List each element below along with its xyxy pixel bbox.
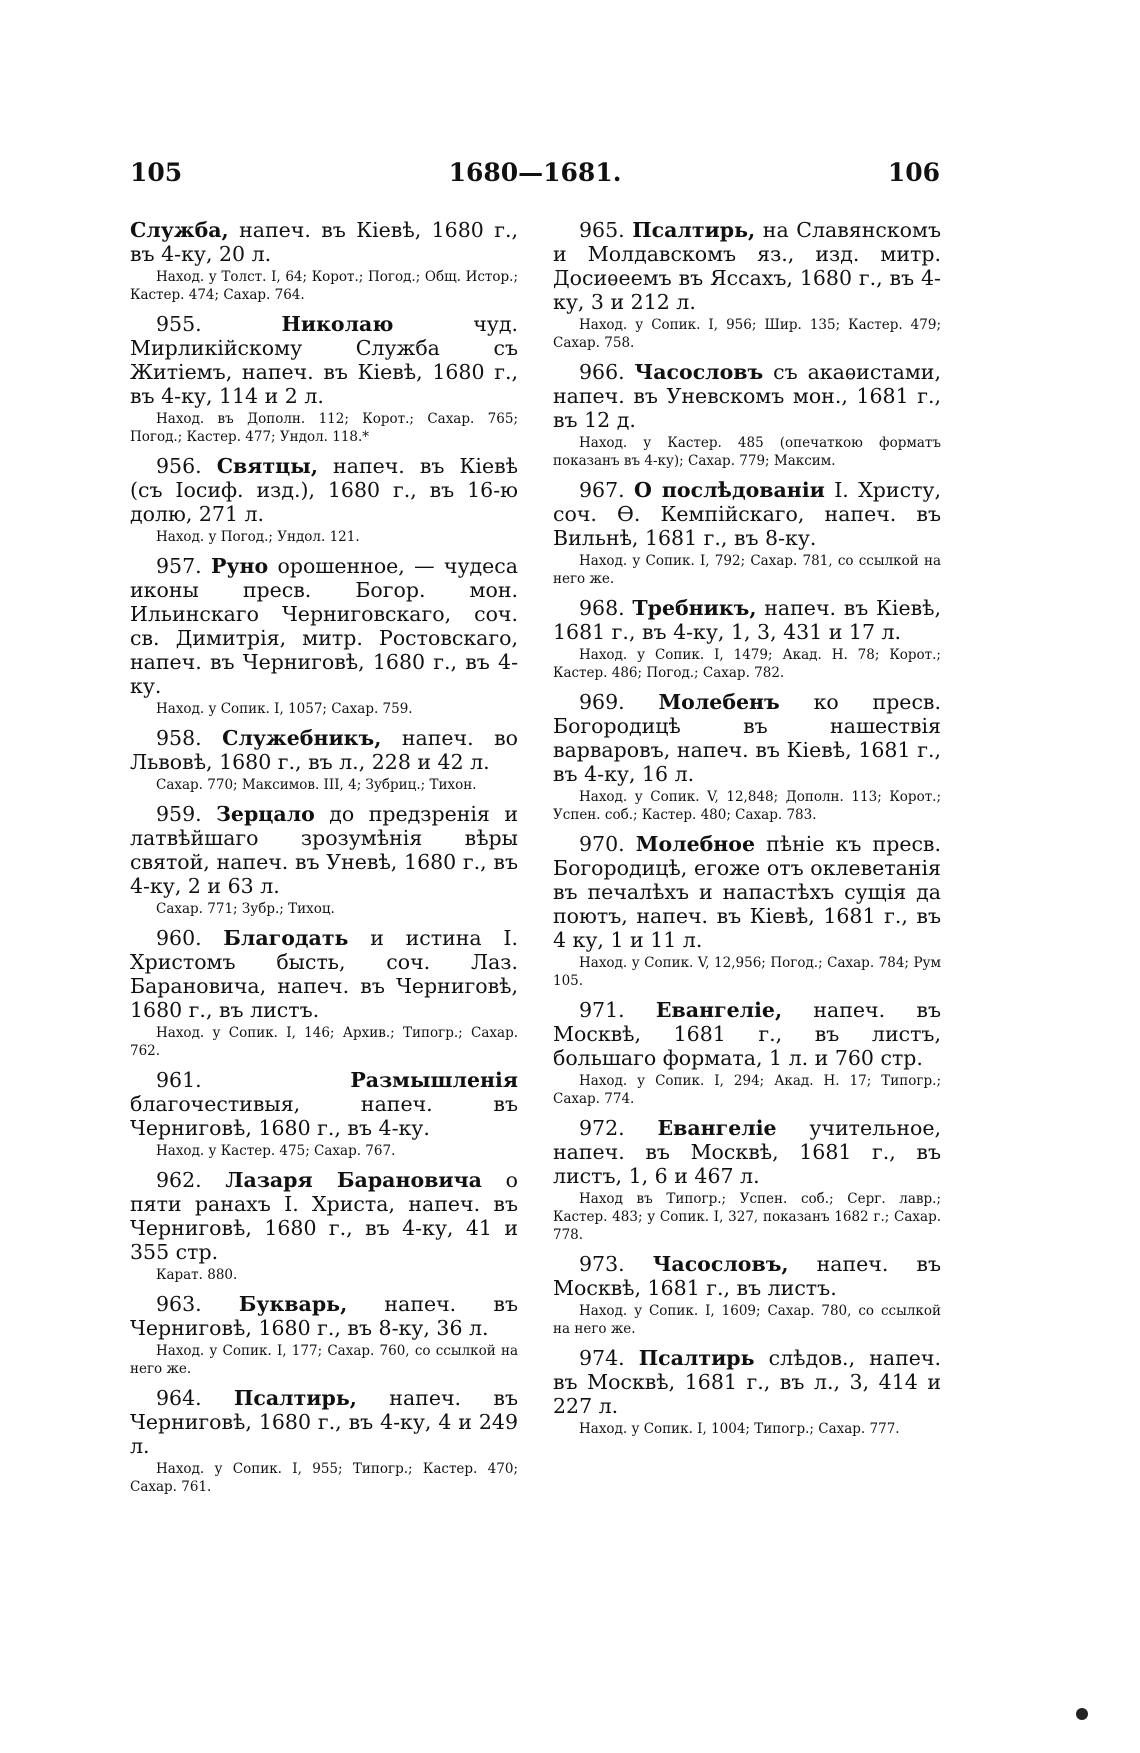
entry-reference: Наход. у Сопик. I, 1057; Сахар. 759.	[156, 701, 413, 717]
entry-description: о пяти ранахъ І. Христа, напеч. въ Черниговѣ, 1680 г., въ 4-ку, 41 и 355 стр.	[130, 1168, 518, 1264]
entry-title: Молебенъ	[658, 690, 780, 714]
entry-number: 966.	[579, 360, 635, 384]
entry-text	[553, 1116, 941, 1188]
entry-reference: Наход. у Сопик. I, 1004; Типогр.; Сахар. 777.	[579, 1421, 900, 1437]
entry-reference: Наход. у Сопик. V, 12,956; Погод.; Сахар. 784; Рум 105.	[553, 955, 941, 989]
entry-text	[130, 1386, 518, 1458]
entry-description: слѣдов., напеч. въ Москвѣ, 1681 г., въ л., 3, 414 и 227 л.	[553, 1346, 941, 1418]
entry-text	[130, 1068, 518, 1140]
catalog-entry	[130, 218, 518, 304]
running-title: 1680—1681.	[448, 158, 622, 187]
entry-description: благочестивыя, напеч. въ Черниговѣ, 1680 г., въ 4-ку.	[130, 1092, 518, 1140]
entry-reference: Карат. 880.	[156, 1267, 238, 1283]
entry-number: 962.	[156, 1168, 226, 1192]
entry-reference: Наход. у Сопик. I, 1609; Сахар. 780, со ссылкой на него же.	[553, 1303, 941, 1337]
entry-description: орошенное, — чудеса иконы пресв. Богор. мон. Ильинскаго Черниговскаго, соч. св. Димитрія, митр. Ростовскаго, напеч. въ Черниговѣ, 1680 г., въ 4-ку.	[130, 554, 519, 698]
catalog-entry	[553, 596, 941, 682]
entry-description: чуд. Мирликійскому Служба съ Житіемъ, напеч. въ Кіевѣ, 1680 г., въ 4-ку, 114 и 2 л.	[130, 312, 518, 408]
entry-reference: Сахар. 771; Зубр.; Тихоц.	[156, 901, 335, 917]
entry-number: 972.	[579, 1116, 658, 1140]
entry-title: Букварь,	[238, 1292, 348, 1316]
entry-text	[553, 832, 941, 952]
entry-title: Служебникъ,	[222, 726, 382, 750]
entry-reference: Наход. у Сопик. I, 177; Сахар. 760, со ссылкой на него же.	[130, 1343, 518, 1377]
entry-number: 960.	[156, 926, 224, 950]
entry-title: Зерцало	[216, 802, 315, 826]
entry-title: Молебное	[635, 832, 756, 856]
entry-title: Псалтирь,	[234, 1386, 357, 1410]
entry-description: напеч. въ Москвѣ, 1681 г., въ листъ.	[553, 1252, 941, 1300]
catalog-entry	[130, 802, 518, 918]
catalog-entry	[553, 832, 941, 990]
entry-text	[130, 312, 518, 408]
entry-description: учительное, напеч. въ Москвѣ, 1681 г., въ листъ, 1, 6 и 467 л.	[553, 1116, 941, 1188]
entry-title: Псалтирь	[638, 1346, 755, 1370]
entry-title: Руно	[210, 554, 269, 578]
entry-text	[553, 998, 941, 1070]
entry-number: 965.	[579, 218, 633, 242]
entry-description: напеч. въ Кіевѣ, 1681 г., въ 4-ку, 1, 3, 431 и 17 л.	[553, 596, 941, 644]
entry-title: Евангеліе,	[655, 998, 783, 1022]
entry-title: Служба,	[130, 218, 229, 242]
entry-description: напеч. въ Кіевѣ, 1680 г., въ 4-ку, 20 л.	[130, 218, 518, 266]
catalog-entry	[553, 478, 941, 588]
entry-number: 969.	[579, 690, 659, 714]
catalog-entry	[130, 726, 518, 794]
entry-number: 973.	[579, 1252, 653, 1276]
entry-reference: Наход. у Кастер. 485 (опечаткою форматъ показанъ въ 4-ку); Сахар. 779; Максим.	[553, 435, 941, 469]
entry-reference: Наход. у Сопик. I, 1479; Акад. Н. 78; Корот.; Кастер. 486; Погод.; Сахар. 782.	[553, 647, 941, 681]
entry-description: до предзренія и латвѣйшаго зрозумѣнія вѣры святой, напеч. въ Уневѣ, 1680 г., въ 4-ку, 2 и 63 л.	[130, 802, 518, 898]
entry-reference: Наход. въ Дополн. 112; Корот.; Сахар. 765; Погод.; Кастер. 477; Ундол. 118.*	[130, 411, 518, 445]
catalog-entry	[130, 454, 518, 546]
catalog-entry	[553, 690, 941, 824]
catalog-entry	[130, 1386, 518, 1496]
entry-text	[130, 726, 518, 774]
entry-reference: Наход. у Сопик. I, 956; Шир. 135; Кастер. 479; Сахар. 758.	[553, 317, 941, 351]
entry-reference: Наход. у Толст. I, 64; Корот.; Погод.; Общ. Истор.; Кастер. 474; Сахар. 764.	[130, 269, 518, 303]
entry-text	[553, 596, 941, 644]
catalog-entry	[130, 312, 518, 446]
left-column	[130, 218, 518, 1504]
page-number-right: 106	[887, 158, 940, 187]
entry-title: Благодать	[223, 926, 349, 950]
entry-number: 964.	[156, 1386, 235, 1410]
catalog-entry	[553, 1252, 941, 1338]
entry-description: ко пресв. Богородицѣ въ нашествія варваровъ, напеч. въ Кіевѣ, 1681 г., въ 4-ку, 16 л.	[553, 690, 941, 786]
entry-number: 970.	[579, 832, 636, 856]
entry-title: О послѣдованіи	[634, 478, 825, 502]
entry-number: 959.	[156, 802, 217, 826]
catalog-entry	[130, 926, 518, 1060]
catalog-entry	[553, 998, 941, 1108]
entry-text	[130, 1292, 518, 1340]
catalog-entry	[130, 1292, 518, 1378]
entry-number: 963.	[156, 1292, 239, 1316]
entry-number: 968.	[579, 596, 633, 620]
entry-description: напеч. въ Черниговѣ, 1680 г., въ 8-ку, 36 л.	[130, 1292, 518, 1340]
entry-text	[553, 478, 941, 550]
entry-title: Часословъ,	[652, 1252, 789, 1276]
page-number-left: 105	[130, 158, 183, 187]
catalog-entry	[130, 1168, 518, 1284]
entry-description: съ акаѳистами, напеч. въ Уневскомъ мон., 1681 г., въ 12 д.	[553, 360, 941, 432]
entry-text	[553, 1252, 941, 1300]
entry-reference: Наход. у Сопик. I, 294; Акад. Н. 17; Типогр.; Сахар. 774.	[553, 1073, 941, 1107]
entry-description: на Славянскомъ и Молдавскомъ яз., изд. митр. Досиѳеемъ въ Яссахъ, 1680 г., въ 4-ку, 3 и 212 л.	[553, 218, 941, 314]
entry-description: напеч. въ Кіевѣ (съ Іосиф. изд.), 1680 г., въ 16-ю долю, 271 л.	[130, 454, 519, 526]
entry-reference: Наход. у Погод.; Ундол. 121.	[156, 529, 360, 545]
entry-text	[130, 218, 518, 266]
entry-title: Лазаря Барановича	[225, 1168, 482, 1192]
entry-description: напеч. во Львовѣ, 1680 г., въ л., 228 и 42 л.	[130, 726, 518, 774]
entry-number: 971.	[579, 998, 656, 1022]
entry-description: и истина І. Христомъ бысть, соч. Лаз. Барановича, напеч. въ Черниговѣ, 1680 г., въ листъ.	[130, 926, 518, 1022]
entry-text	[553, 690, 941, 786]
right-column	[553, 218, 941, 1446]
entry-number: 956.	[156, 454, 217, 478]
entry-number: 967.	[579, 478, 635, 502]
entry-text	[553, 360, 941, 432]
entry-text	[130, 454, 518, 526]
entry-description: напеч. въ Москвѣ, 1681 г., въ листъ, большаго формата, 1 л. и 760 стр.	[553, 998, 941, 1070]
catalog-entry	[130, 1068, 518, 1160]
entry-title: Псалтирь,	[632, 218, 756, 242]
entry-text	[130, 1168, 518, 1264]
entry-text	[553, 1346, 941, 1418]
entry-description: пѣніе къ пресв. Богородицѣ, егоже отъ оклеветанія въ печалѣхъ и напастѣхъ сущія да поютъ, напеч. въ Кіевѣ, 1681 г., въ 4 ку, 1 и 11 л.	[553, 832, 941, 952]
entry-reference: Наход. у Кастер. 475; Сахар. 767.	[156, 1143, 396, 1159]
entry-number: 958.	[156, 726, 223, 750]
entry-title: Евангеліе	[657, 1116, 777, 1140]
entry-number: 957.	[156, 554, 211, 578]
entry-title: Николаю	[281, 312, 394, 336]
entry-description: І. Христу, соч. Ѳ. Кемпійскаго, напеч. въ Вильнѣ, 1681 г., въ 8-ку.	[553, 478, 941, 550]
catalog-entry	[553, 360, 941, 470]
catalog-entry	[130, 554, 518, 718]
entry-reference: Наход. у Сопик. I, 955; Типогр.; Кастер. 470; Сахар. 761.	[130, 1461, 518, 1495]
entry-title: Размышленія	[350, 1068, 518, 1092]
entry-text	[130, 554, 518, 698]
entry-title: Святцы,	[216, 454, 318, 478]
page-header	[130, 158, 940, 188]
entry-text	[130, 926, 518, 1022]
entry-number: 974.	[579, 1346, 639, 1370]
entry-number: 961.	[156, 1068, 351, 1092]
entry-description: напеч. въ Черниговѣ, 1680 г., въ 4-ку, 4 и 249 л.	[130, 1386, 518, 1458]
catalog-entry	[553, 1116, 941, 1244]
entry-text	[130, 802, 518, 898]
page-blemish	[1076, 1708, 1088, 1720]
entry-number: 955.	[156, 312, 282, 336]
entry-reference: Наход. у Сопик. I, 792; Сахар. 781, со ссылкой на него же.	[553, 553, 941, 587]
entry-reference: Наход. у Сопик. I, 146; Архив.; Типогр.; Сахар. 762.	[130, 1025, 518, 1059]
entry-reference: Наход въ Типогр.; Успен. соб.; Серг. лавр.; Кастер. 483; у Сопик. I, 327, показанъ 1682 г.; Сахар. 778.	[553, 1191, 941, 1243]
entry-reference: Сахар. 770; Максимов. III, 4; Зубриц.; Тихон.	[156, 777, 477, 793]
entry-text	[553, 218, 941, 314]
entry-title: Требникъ,	[632, 596, 757, 620]
catalog-entry	[553, 1346, 941, 1438]
entry-reference: Наход. у Сопик. V, 12,848; Дополн. 113; Корот.; Успен. соб.; Кастер. 480; Сахар. 783.	[553, 789, 941, 823]
entry-title: Часословъ	[634, 360, 764, 384]
catalog-entry	[553, 218, 941, 352]
